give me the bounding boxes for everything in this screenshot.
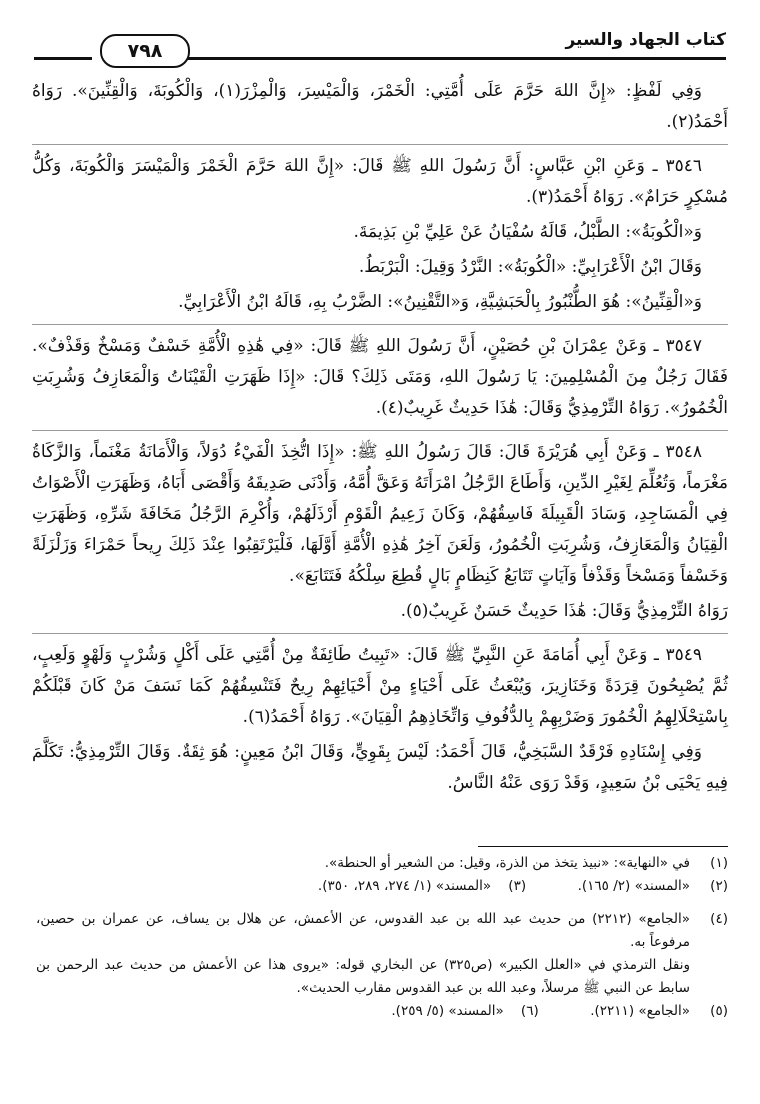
book-title: كتاب الجهاد والسير bbox=[565, 30, 726, 50]
note-qinnin: وَ«الْقِنِّينُ»: هُوَ الطُّنْبُورُ بِالْحَبَشِيَّةِ، وَ«التَّقْنِينُ»: الضَّرْبُ بِهِ، قَالَهُ ابْنُ الْأَعْرَابِيِّ. bbox=[178, 292, 702, 312]
hadith-3549: ٣٥٤٩ ـ وَعَنْ أَبِي أُمَامَةَ عَنِ النَّبِيِّ ﷺ قَالَ: «تَبِيتُ طَائِفَةٌ مِنْ أُمَّتِي عَلَى أَكْلٍ وَشُرْبٍ وَلَهْوٍ وَلَعِبٍ، ثُمَّ يُصْبِحُونَ قِرَدَةً وَخَنَازِيرَ، وَيُبْعَثُ عَلَى أَحْيَاءٍ مِنْ أَحْيَائِهِمْ رِيحٌ فَتَنْسِفُهُمْ كَمَا نَسَفَ مَنْ كَانَ قَبْلَكُمْ بِاسْتِحْلَالِهِمُ الْخُمُورَ وَضَرْبِهِمْ بِالدُّفُوفِ وَاتِّخَاذِهِمُ الْقِيَانَ». رَوَاهُ أَحْمَدُ(٦). bbox=[32, 645, 728, 727]
footnote-2-3 bbox=[36, 875, 728, 898]
hadith-3547: ٣٥٤٧ ـ وَعَنْ عِمْرَانَ بْنِ حُصَيْنٍ، أَنَّ رَسُولَ اللهِ ﷺ قَالَ: «فِي هَٰذِهِ الْأُمَّةِ خَسْفٌ وَمَسْخٌ وَقَذْفٌ». فَقَالَ رَجُلٌ مِنَ الْمُسْلِمِينَ: يَا رَسُولَ اللهِ، وَمَتَى ذَلِكَ؟ قَالَ: «إِذَا ظَهَرَتِ الْقَيْنَاتُ وَالْمَعَازِفُ وَشُرِبَتِ الْخُمُورُ». رَوَاهُ التِّرْمِذِيُّ وَقَالَ: هَٰذَا حَدِيثٌ غَرِيبٌ(٤). bbox=[32, 336, 728, 418]
note-kuba: وَ«الْكُوبَةُ»: الطَّبْلُ، قَالَهُ سُفْيَانُ عَنْ عَلِيِّ بْنِ بَذِيمَةَ. bbox=[353, 222, 702, 242]
header-rule-left bbox=[34, 57, 92, 60]
footnote-number: (٤) bbox=[710, 911, 728, 927]
footnote-4 bbox=[36, 908, 728, 954]
footnote-text: «الجامع» (٢٢١٢) من حديث عبد الله بن عبد القدوس، عن الأعمش، عن هلال بن يساف، عن عمران بن حصين، مرفوعاً به. bbox=[36, 911, 691, 950]
note-ibn-alarabi: وَقَالَ ابْنُ الْأَعْرَابِيِّ: «الْكُوبَةُ»: النَّرْدُ وَقِيلَ: الْبَرْبَطُ. bbox=[358, 257, 702, 277]
main-text bbox=[32, 76, 728, 803]
header-rule bbox=[134, 57, 726, 60]
footnote-text: «المسند» (٢/ ١٦٥). (٣) «المسند» (١/ ٢٧٤، ٢٨٩، ٣٥٠). bbox=[317, 878, 690, 894]
page-number: ٧٩٨ bbox=[100, 34, 190, 68]
hadith-3548-grading: رَوَاهُ التِّرْمِذِيُّ وَقَالَ: هَٰذَا حَدِيثٌ حَسَنٌ غَرِيبٌ(٥). bbox=[400, 601, 728, 621]
footnote-5-6 bbox=[36, 1000, 728, 1023]
divider bbox=[32, 324, 728, 325]
footnote-4-continued: ونقل الترمذي في «العلل الكبير» (ص٣٢٥) عن البخاري قوله: «يروى هذا عن الأعمش من حديث عبد الرحمن بن سابط عن النبي ﷺ مرسلاً، وعبد الله بن عبد القدوس مقارب الحديث». bbox=[36, 957, 690, 996]
hadith-3546: ٣٥٤٦ ـ وَعَنِ ابْنِ عَبَّاسٍ: أَنَّ رَسُولَ اللهِ ﷺ قَالَ: «إِنَّ اللهَ حَرَّمَ الْخَمْرَ وَالْمَيْسَرَ وَالْكُوبَةَ، وَكُلُّ مُسْكِرٍ حَرَامٌ». رَوَاهُ أَحْمَدُ(٣). bbox=[32, 156, 728, 207]
footnotes bbox=[36, 852, 728, 1023]
paragraph-variant-wording: وَفِي لَفْظٍ: «إِنَّ اللهَ حَرَّمَ عَلَى أُمَّتِي: الْخَمْرَ، وَالْمَيْسِرَ، وَالْمِزْرَ(١)، وَالْكُوبَةَ، وَالْقِنِّينَ». رَوَاهُ أَحْمَدُ(٢). bbox=[32, 81, 728, 132]
footnote-number: (٢) bbox=[710, 878, 728, 894]
divider bbox=[32, 144, 728, 145]
footnote-number: (٥) bbox=[710, 1003, 728, 1019]
page-header bbox=[34, 30, 726, 70]
footnote-text: في «النهاية»: «نبيذ يتخذ من الذرة، وقيل: من الشعير أو الحنطة». bbox=[324, 855, 690, 871]
footnote-text: «الجامع» (٢٢١١). (٦) «المسند» (٥/ ٢٥٩). bbox=[391, 1003, 690, 1019]
divider bbox=[32, 430, 728, 431]
hadith-3548: ٣٥٤٨ ـ وَعَنْ أَبِي هُرَيْرَةَ قَالَ: قَالَ رَسُولُ اللهِ ﷺ: «إِذَا اتُّخِذَ الْفَيْءُ دُوَلاً، وَالْأَمَانَةُ مَغْنَماً، وَالزَّكَاةُ مَغْرَماً، وَتُعُلِّمَ لِغَيْرِ الدِّينِ، وَأَطَاعَ الرَّجُلُ امْرَأَتَهُ وَعَقَّ أُمَّهُ، وَأَدْنَى صَدِيقَهُ وَأَقْصَى أَبَاهُ، وَظَهَرَتِ الْأَصْوَاتُ فِي الْمَسَاجِدِ، وَسَادَ الْقَبِيلَةَ فَاسِقُهُمْ، وَكَانَ زَعِيمُ الْقَوْمِ أَرْذَلَهُمْ، وَأُكْرِمَ الرَّجُلُ مَخَافَةَ شَرِّهِ، وَظَهَرَتِ الْقِيَانُ وَالْمَعَازِفُ، وَشُرِبَتِ الْخُمُورُ، وَلَعَنَ آخِرُ هَٰذِهِ الْأُمَّةِ أَوَّلَهَا، فَلْيَرْتَقِبُوا عِنْدَ ذَلِكَ رِيحاً حَمْرَاءَ وَزَلْزَلَةً وَخَسْفاً وَمَسْخاً وَقَذْفاً وَآيَاتٍ تَتَابَعُ كَنِظَامٍ بَالٍ قُطِعَ سِلْكُهُ فَتَتَابَعَ». bbox=[32, 442, 728, 586]
footnote-number: (١) bbox=[710, 855, 728, 871]
footnote-separator bbox=[478, 846, 728, 847]
divider bbox=[32, 633, 728, 634]
footnote-1 bbox=[36, 852, 728, 875]
isnad-note: وَفِي إِسْنَادِهِ فَرْقَدٌ السَّبَخِيُّ، قَالَ أَحْمَدُ: لَيْسَ بِقَوِيٍّ، وَقَالَ ابْنُ مَعِينٍ: هُوَ ثِقَةٌ. وَقَالَ التِّرْمِذِيُّ: تَكَلَّمَ فِيهِ يَحْيَى بْنُ سَعِيدٍ، وَقَدْ رَوَى عَنْهُ النَّاسُ. bbox=[32, 742, 728, 793]
